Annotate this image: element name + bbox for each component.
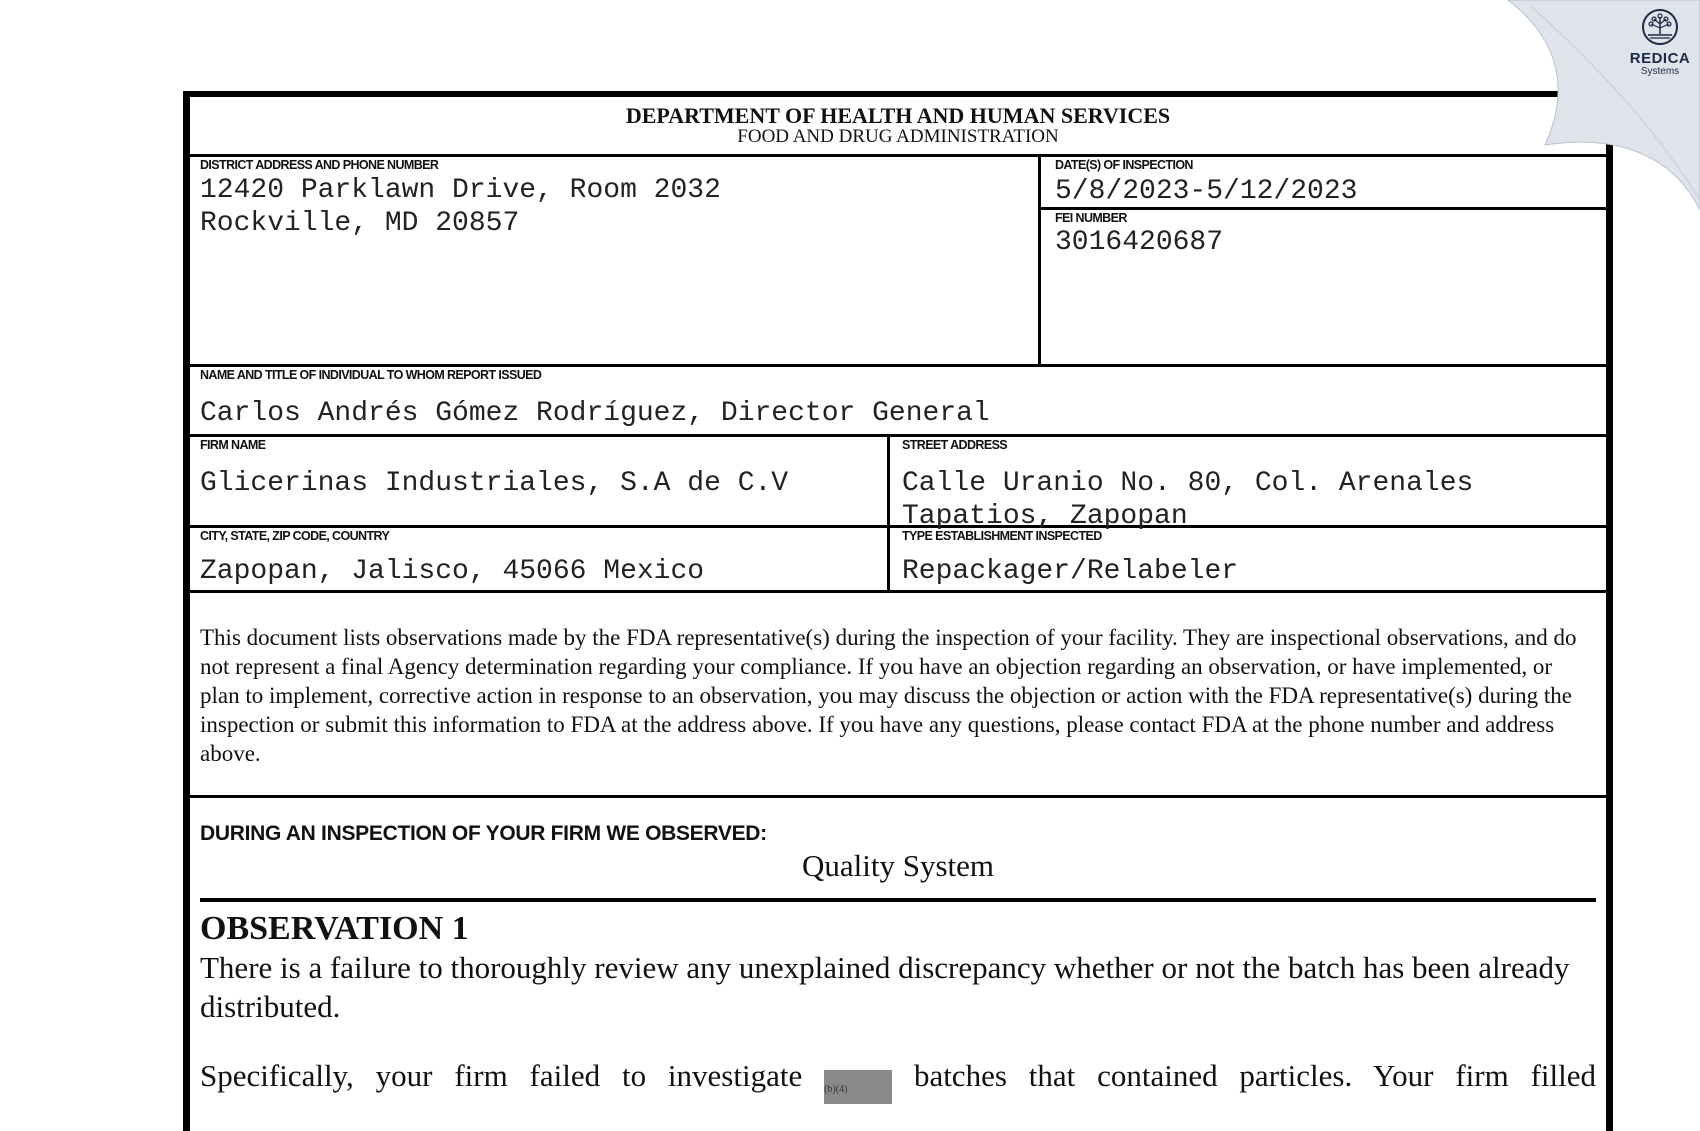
observation-title: OBSERVATION 1 xyxy=(200,910,469,947)
city-row xyxy=(190,528,1606,593)
observed-heading: DURING AN INSPECTION OF YOUR FIRM WE OBSERVED: xyxy=(200,822,767,845)
individual-cell xyxy=(190,367,1606,434)
street-label: STREET ADDRESS xyxy=(902,438,1008,452)
firm-label: FIRM NAME xyxy=(200,438,266,452)
form-header xyxy=(190,97,1606,157)
redaction-box: (b)(4) xyxy=(824,1070,892,1104)
observed-section xyxy=(190,798,1606,884)
department-title: DEPARTMENT OF HEALTH AND HUMAN SERVICES xyxy=(625,103,1171,128)
district-row xyxy=(190,157,1606,367)
city-label: CITY, STATE, ZIP CODE, COUNTRY xyxy=(200,529,390,543)
observation-description: There is a failure to thoroughly review any unexplained discrepancy whether or not the batch has been already distributed. xyxy=(200,950,1570,1024)
district-address-line2: Rockville, MD 20857 xyxy=(200,208,520,239)
street-line2: Tapatios, Zapopan xyxy=(902,501,1188,532)
district-cell xyxy=(190,157,1038,364)
establishment-label: TYPE ESTABLISHMENT INSPECTED xyxy=(902,529,1102,543)
observation-1 xyxy=(190,902,1606,1104)
district-label: DISTRICT ADDRESS AND PHONE NUMBER xyxy=(200,158,439,172)
observation-specifics xyxy=(200,1056,1596,1104)
establishment-cell xyxy=(887,528,1606,590)
brand-subtitle: Systems xyxy=(1640,66,1680,77)
firm-cell xyxy=(190,437,887,525)
tree-network-icon xyxy=(1641,8,1679,46)
city-cell xyxy=(190,528,887,590)
redica-logo xyxy=(1628,8,1692,77)
firm-value: Glicerinas Industriales, S.A de C.V xyxy=(200,468,789,499)
individual-label: NAME AND TITLE OF INDIVIDUAL TO WHOM REPORT ISSUED xyxy=(200,368,542,382)
establishment-value: Repackager/Relabeler xyxy=(902,556,1239,587)
specifics-before: Specifically, your firm failed to investigate xyxy=(200,1058,803,1093)
specifics-after: batches that contained particles. Your firm filled xyxy=(913,1058,1596,1093)
inspection-dates-value: 5/8/2023-5/12/2023 xyxy=(1055,176,1358,207)
fei-value: 3016420687 xyxy=(1055,227,1224,258)
individual-row xyxy=(190,367,1606,437)
firm-row xyxy=(190,437,1606,532)
street-line1: Calle Uranio No. 80, Col. Arenales xyxy=(902,468,1474,499)
notice-paragraph: This document lists observations made by the FDA representative(s) during the inspection of your facility. They are inspectional observations, and do not represent a final Agency determination regarding your compliance. If you have an objection regarding an observation, or have implemented, or plan to implement, corrective action in response to an observation, you may discuss the objection or action with the FDA representative(s) during the inspection or submit this information to FDA at the address above. If you have any questions, please contact FDA at the phone number and address above. xyxy=(190,593,1606,798)
city-value: Zapopan, Jalisco, 45066 Mexico xyxy=(200,556,705,587)
inspection-dates-label: DATE(S) OF INSPECTION xyxy=(1055,158,1193,172)
district-address-line1: 12420 Parklawn Drive, Room 2032 xyxy=(200,175,721,206)
street-cell xyxy=(887,437,1606,532)
individual-value: Carlos Andrés Gómez Rodríguez, Director General xyxy=(200,398,990,429)
quality-system-heading: Quality System xyxy=(801,848,995,883)
fda-483-form xyxy=(183,91,1613,1131)
brand-name: REDICA xyxy=(1629,50,1691,67)
agency-title: FOOD AND DRUG ADMINISTRATION xyxy=(737,126,1059,147)
fei-label: FEI NUMBER xyxy=(1055,211,1127,225)
fei-cell xyxy=(1041,210,1606,259)
